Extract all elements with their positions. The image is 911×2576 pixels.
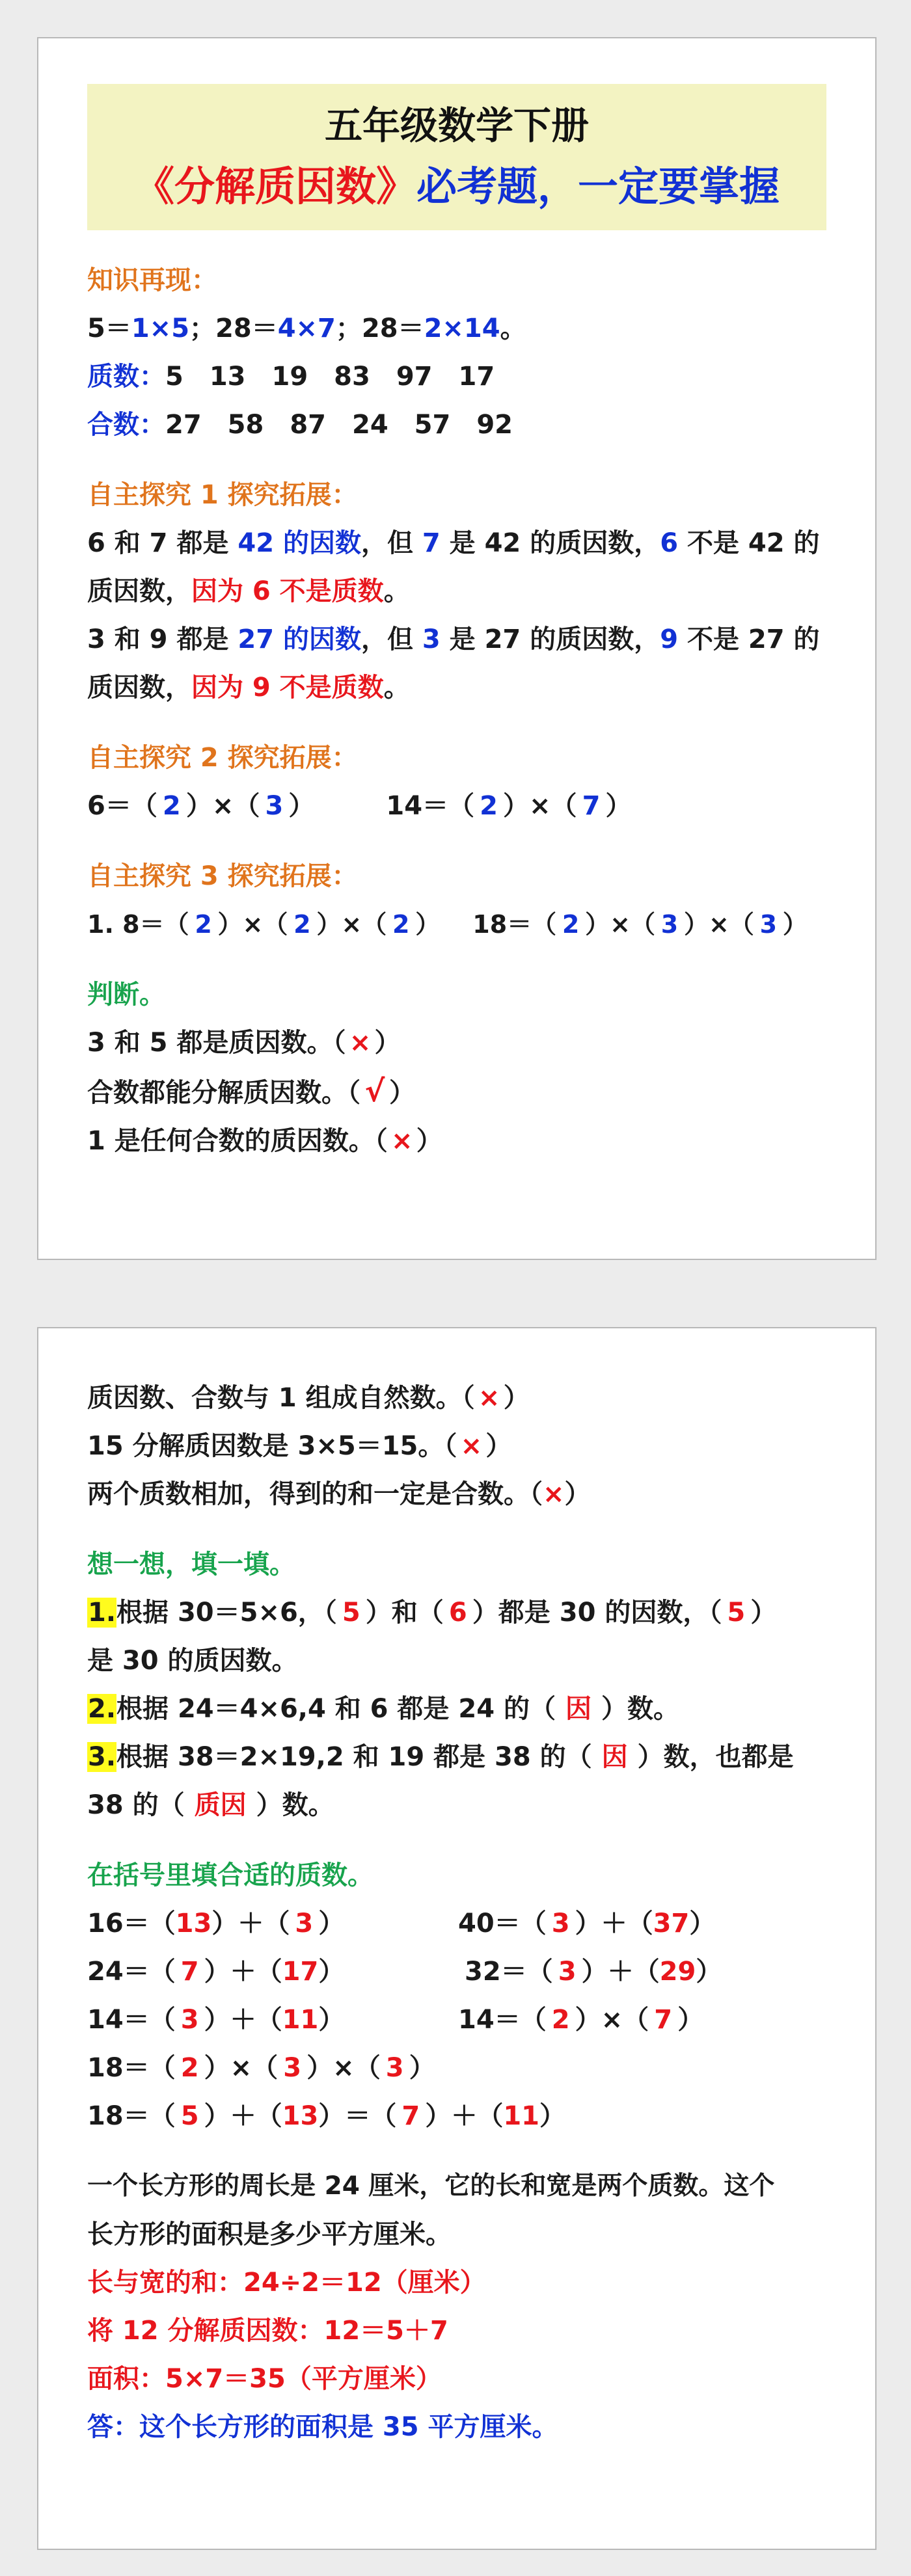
fill-row-2 (87, 1948, 826, 1996)
judge-item-5 (87, 1422, 826, 1470)
text: 1. 8＝（ (87, 910, 189, 939)
text: ） (409, 2053, 435, 2083)
section-heading-explore-1: 自主探究 1 探究拓展： (87, 480, 358, 510)
answer: 6 (448, 1598, 467, 1628)
answer: 3 (551, 1909, 570, 1939)
text: ）＋（ (204, 2005, 282, 2035)
text: 质因数， (87, 673, 191, 703)
prime-list (87, 353, 826, 401)
answer: 3 (759, 910, 778, 939)
fill-row-1 (87, 1899, 826, 1948)
answer: 7 (654, 2005, 673, 2035)
reason: 因为 9 不是质数 (191, 673, 384, 703)
answer: 3 (295, 1909, 314, 1939)
text: ） (318, 1909, 345, 1939)
think-q3-line1 (87, 1733, 826, 1781)
question-number: 3. (88, 1742, 116, 1772)
answer: 2 (162, 791, 181, 821)
question-number: 1. (88, 1598, 116, 1628)
composite-values: 27 58 87 24 57 92 (165, 410, 513, 440)
text: ） (485, 1431, 512, 1461)
answer: 11 (282, 2005, 319, 2035)
prime-values: 5 13 19 83 97 17 (165, 362, 495, 392)
answer: 2 (562, 910, 580, 939)
highlight: 6 (660, 528, 679, 558)
answer: × (478, 1383, 500, 1413)
subtitle-note: 必考题，一定要掌握 (416, 163, 780, 210)
page-subtitle (87, 154, 826, 219)
section-heading-think: 想一想，填一填。 (87, 1550, 295, 1579)
answer: 5 (727, 1598, 746, 1628)
text: ）×（ (503, 791, 577, 821)
answer: 3 (660, 910, 679, 939)
text: ）×（ (316, 910, 387, 939)
answer: 29 (659, 1957, 696, 1987)
highlight: 3 (422, 624, 441, 654)
section-heading-knowledge: 知识再现： (87, 265, 217, 295)
text: ，但 (360, 624, 422, 654)
answer: 因 (601, 1742, 628, 1772)
text: ） (416, 1126, 442, 1156)
prime-label: 质数： (87, 362, 165, 392)
text: 24＝（ (87, 1957, 176, 1987)
text: ）×（ (217, 910, 288, 939)
knowledge-equation (87, 304, 826, 353)
text: 16＝（ (87, 1909, 176, 1939)
text: ） (689, 1909, 716, 1939)
text: ）×（ (185, 791, 260, 821)
highlight: 42 的因数 (238, 528, 361, 558)
text: 两个质数相加，得到的和一定是合数。（ (87, 1479, 543, 1509)
fill-row-5 (87, 2092, 826, 2140)
text: 14＝（ (458, 2005, 547, 2035)
text: ）数。 (256, 1790, 334, 1820)
text: ，但 (360, 528, 422, 558)
judge-item-1 (87, 1019, 826, 1067)
solution-step-3: 面积：5×7＝35（平方厘米） (87, 2364, 442, 2394)
explore2-equations (87, 782, 826, 830)
judge-item-4 (87, 1374, 826, 1422)
answer: 2 (392, 910, 410, 939)
text: ）＝（ (318, 2101, 397, 2131)
text: ）和（ (365, 1598, 444, 1628)
text: 3 和 5 都是质因数。（ (87, 1028, 346, 1058)
answer: 7 (582, 791, 601, 821)
text: ）数，也都是 (637, 1742, 794, 1772)
section-heading-explore-3: 自主探究 3 探究拓展： (87, 861, 358, 891)
fill-row-4 (87, 2044, 826, 2092)
answer: 4×7 (277, 314, 336, 343)
text: ）＋（ (204, 2101, 282, 2131)
text: ） (696, 1957, 722, 1987)
text: ）＋（ (575, 1909, 653, 1939)
text: ）×（ (585, 910, 655, 939)
text: 6 和 7 都是 (87, 528, 238, 558)
text: ） (503, 1383, 530, 1413)
text: 。 (500, 314, 526, 343)
subtitle-topic: 《分解质因数》 (133, 163, 416, 210)
text: ） (782, 910, 808, 939)
answer: 因 (565, 1694, 591, 1724)
answer: 37 (653, 1909, 690, 1939)
answer: × (391, 1126, 413, 1156)
text: 6＝（ (87, 791, 157, 821)
text: 18＝（ (87, 2053, 176, 2083)
explore1-line3 (87, 615, 826, 664)
text: 14＝（ (87, 2005, 176, 2035)
text: ）×（ (575, 2005, 649, 2035)
answer: 17 (282, 1957, 319, 1987)
page-card-1 (37, 37, 877, 1260)
answer: 5 (180, 2101, 199, 2131)
judge-item-3 (87, 1117, 826, 1165)
answer: 3 (283, 2053, 302, 2083)
answer: 2 (180, 2053, 199, 2083)
text: ；28＝ (189, 314, 278, 343)
answer: 13 (175, 1909, 212, 1939)
problem-line-2: 长方形的面积是多少平方厘米。 (87, 2220, 452, 2249)
page-card-2 (37, 1327, 877, 2550)
text: ） (318, 2005, 345, 2035)
problem-line-1: 一个长方形的周长是 24 厘米，它的长和宽是两个质数。这个 (87, 2171, 775, 2201)
answer: 质因 (194, 1790, 247, 1820)
text: 15 分解质因数是 3×5＝15。（ (87, 1431, 457, 1461)
text: ）＋（ (204, 1957, 282, 1987)
judge-item-2 (87, 1067, 826, 1117)
answer: 3 (385, 2053, 404, 2083)
text: 5＝ (87, 314, 131, 343)
text: ） (288, 791, 315, 821)
text: 。 (383, 673, 410, 703)
text: 14＝（ (386, 791, 475, 821)
text: ） (605, 791, 632, 821)
highlight: 9 (660, 624, 679, 654)
text: 18＝（ (472, 910, 557, 939)
answer: 11 (503, 2101, 540, 2131)
text: ；28＝ (335, 314, 424, 343)
text: ） (539, 2101, 566, 2131)
think-q1-line1 (87, 1589, 826, 1637)
text: 18＝（ (87, 2101, 176, 2131)
text: 是 42 的质因数， (440, 528, 660, 558)
text: 。 (383, 576, 410, 606)
explore1-line2 (87, 567, 826, 615)
text: ）都是 30 的因数，（ (472, 1598, 722, 1628)
text: ） (415, 910, 441, 939)
text: ）＋（ (211, 1909, 290, 1939)
think-q3-line2 (87, 1781, 826, 1829)
text: ） (750, 1598, 777, 1628)
section-heading-judge: 判断。 (87, 980, 165, 1010)
answer: 3 (180, 2005, 199, 2035)
answer: 2 (480, 791, 498, 821)
text: 是 27 的质因数， (440, 624, 660, 654)
section-heading-fill: 在括号里填合适的质数。 (87, 1860, 374, 1890)
solution-step-1: 长与宽的和：24÷2＝12（厘米） (87, 2268, 486, 2298)
text: ） (374, 1028, 401, 1058)
answer: 5 (342, 1598, 360, 1628)
question-number: 2. (88, 1694, 116, 1724)
answer: 1×5 (131, 314, 190, 343)
composite-label: 合数： (87, 410, 165, 440)
solution-step-2: 将 12 分解质因数：12＝5＋7 (87, 2316, 448, 2346)
explore1-line1 (87, 519, 826, 567)
think-q2 (87, 1685, 826, 1733)
answer: 2 (293, 910, 311, 939)
text: 32＝（ (465, 1957, 553, 1987)
text: ） (677, 2005, 704, 2035)
text: 1 是任何合数的质因数。（ (87, 1126, 388, 1156)
text: ） (564, 1479, 591, 1509)
highlight: 7 (422, 528, 441, 558)
solution-answer: 答：这个长方形的面积是 35 平方厘米。 (87, 2412, 558, 2442)
text: 不是 42 的 (678, 528, 820, 558)
answer: 2 (195, 910, 212, 939)
think-q1-line2: 是 30 的质因数。 (87, 1646, 298, 1676)
text: ）＋（ (425, 2101, 504, 2131)
answer: 3 (265, 791, 284, 821)
text: 根据 38＝2×19,2 和 19 都是 38 的（ (116, 1742, 592, 1772)
text: 40＝（ (458, 1909, 547, 1939)
explore1-line4 (87, 664, 826, 712)
judge-item-6 (87, 1470, 826, 1518)
answer: 7 (180, 1957, 199, 1987)
fill-row-3 (87, 1996, 826, 2044)
answer: 2 (551, 2005, 570, 2035)
text: ）×（ (683, 910, 754, 939)
title-banner (87, 84, 826, 230)
text: 3 和 9 都是 (87, 624, 238, 654)
answer: × (349, 1028, 372, 1058)
text: 38 的（ (87, 1790, 185, 1820)
check-mark-icon: √ (364, 1073, 385, 1108)
highlight: 27 的因数 (238, 624, 361, 654)
answer: 13 (282, 2101, 319, 2131)
answer: 2×14 (424, 314, 500, 343)
text: 根据 24＝4×6,4 和 6 都是 24 的（ (116, 1694, 556, 1724)
answer: × (460, 1431, 483, 1461)
section-heading-explore-2: 自主探究 2 探究拓展： (87, 743, 358, 773)
text: ） (389, 1078, 415, 1108)
text: 根据 30＝5×6，（ (116, 1598, 337, 1628)
text: ） (318, 1957, 345, 1987)
text: ）×（ (204, 2053, 279, 2083)
page-title: 五年级数学下册 (324, 103, 589, 148)
text: ）×（ (306, 2053, 381, 2083)
text: 不是 27 的 (678, 624, 820, 654)
answer: × (543, 1479, 565, 1509)
answer: 7 (401, 2101, 420, 2131)
text: 质因数， (87, 576, 191, 606)
explore3-equations (87, 900, 826, 948)
answer: 3 (558, 1957, 577, 1987)
text: ）数。 (601, 1694, 679, 1724)
text: ）＋（ (581, 1957, 660, 1987)
reason: 因为 6 不是质数 (191, 576, 384, 606)
composite-list (87, 401, 826, 449)
text: 质因数、合数与 1 组成自然数。（ (87, 1383, 475, 1413)
text: 合数都能分解质因数。（ (87, 1078, 360, 1108)
